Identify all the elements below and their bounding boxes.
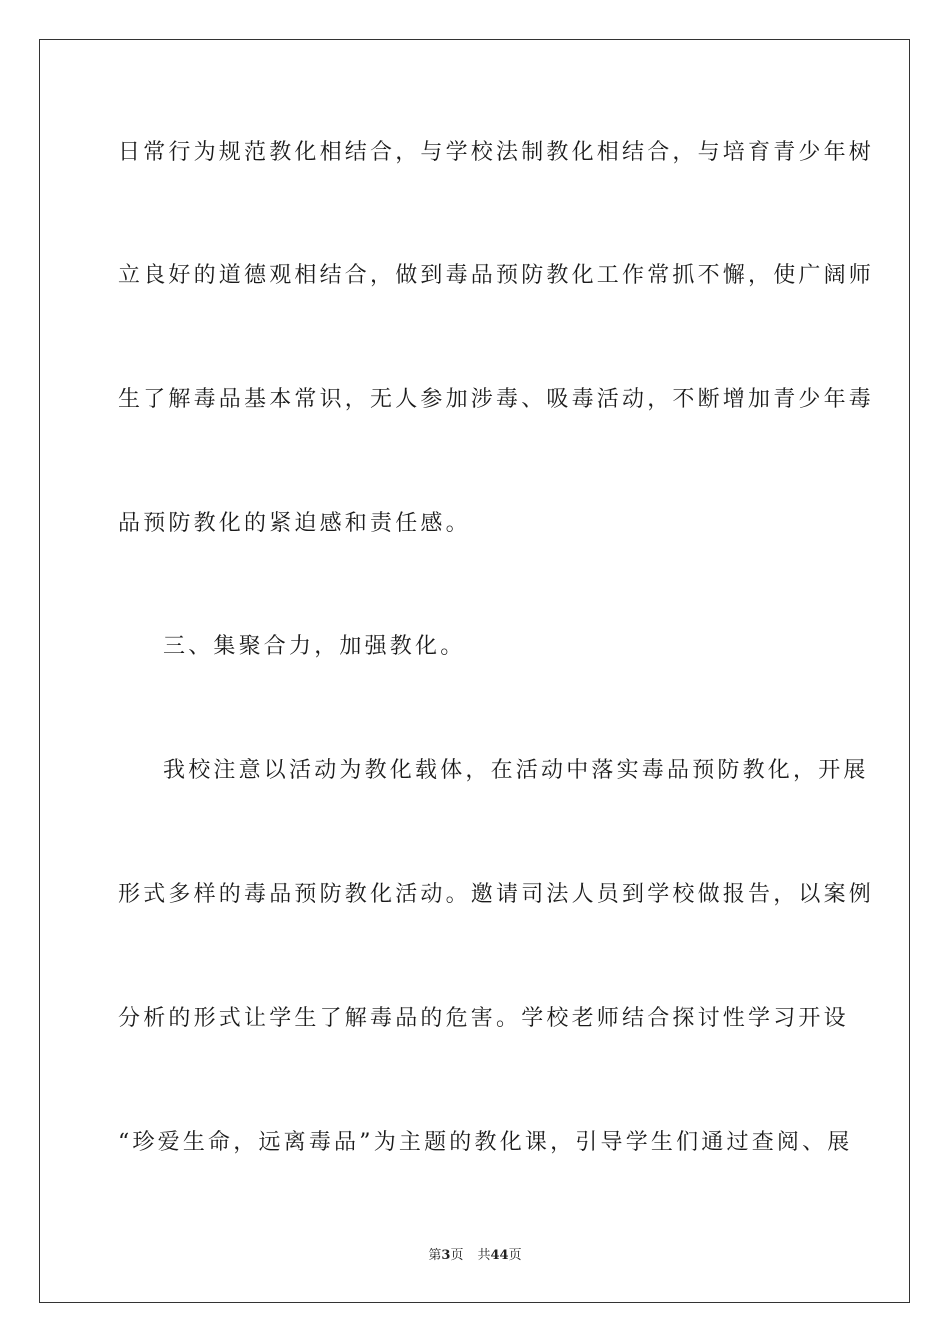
body-text-line-6: 我校注意以活动为教化载体，在活动中落实毒品预防教化，开展 xyxy=(163,758,869,783)
body-text-line-9: “珍爱生命，远离毒品”为主题的教化课，引导学生们通过查阅、展 xyxy=(118,1130,853,1155)
section-heading: 三、集聚合力，加强教化。 xyxy=(163,634,466,659)
page-footer xyxy=(0,1247,950,1265)
total-prefix: 共 xyxy=(477,1248,491,1263)
body-text-line-1: 日常行为规范教化相结合，与学校法制教化相结合，与培育青少年树 xyxy=(118,140,875,165)
body-text-line-4: 品预防教化的紧迫感和责任感。 xyxy=(118,511,471,536)
body-text-line-2: 立良好的道德观相结合，做到毒品预防教化工作常抓不懈，使广阔师 xyxy=(118,263,875,288)
page-prefix: 第 xyxy=(428,1248,442,1263)
body-text-line-3: 生了解毒品基本常识，无人参加涉毒、吸毒活动，不断增加青少年毒 xyxy=(118,387,875,412)
total-suffix: 页 xyxy=(508,1248,522,1263)
page-border xyxy=(39,39,910,1303)
total-pages: 44 xyxy=(490,1248,509,1263)
body-text-line-7: 形式多样的毒品预防教化活动。邀请司法人员到学校做报告，以案例 xyxy=(118,882,875,907)
body-text-line-8: 分析的形式让学生了解毒品的危害。学校老师结合探讨性学习开设 xyxy=(118,1006,849,1031)
page-number: 3 xyxy=(441,1248,451,1263)
page-suffix: 页 xyxy=(450,1248,464,1263)
